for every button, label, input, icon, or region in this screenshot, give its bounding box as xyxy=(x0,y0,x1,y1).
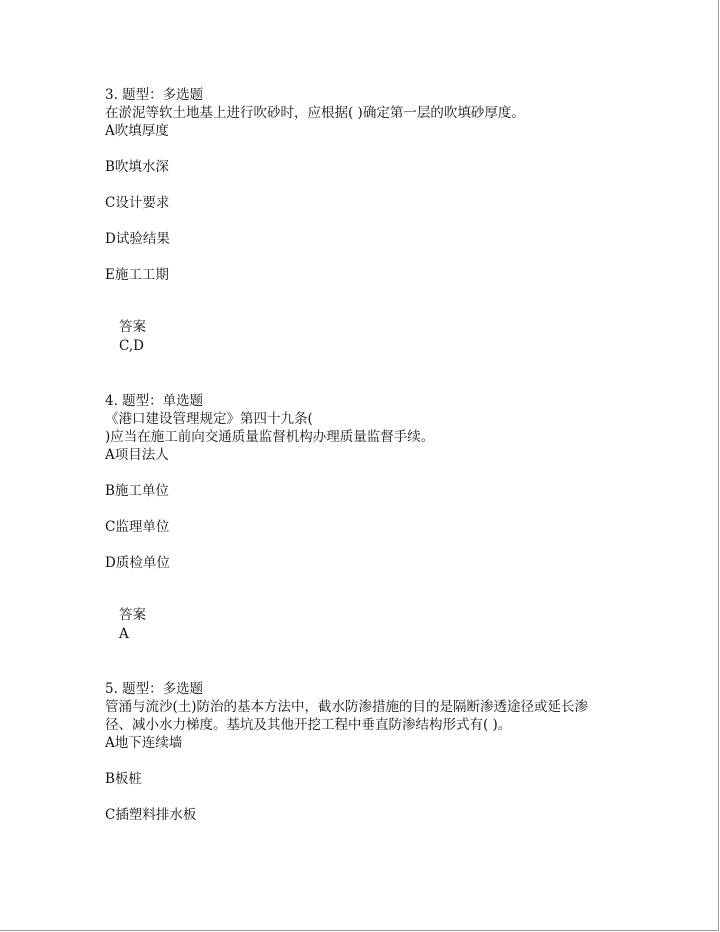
answer-value: A xyxy=(119,626,129,642)
answer-label: 答案 xyxy=(119,319,146,335)
option-a: A吹填厚度 xyxy=(105,123,169,139)
option-list xyxy=(105,446,685,572)
question-stem-line-2: 径、减小水力梯度。基坑及其他开挖工程中垂直防渗结构形式有( )。 xyxy=(105,717,512,733)
question-stem-line-2: )应当在施工前向交通质量监督机构办理质量监督手续。 xyxy=(105,429,435,445)
option-b: B吹填水深 xyxy=(105,159,169,175)
option-e: E施工工期 xyxy=(105,267,169,283)
answer-label: 答案 xyxy=(119,607,146,623)
option-b: B施工单位 xyxy=(105,483,169,499)
spacer xyxy=(105,644,685,680)
option-list xyxy=(105,122,685,284)
option-b: B板桩 xyxy=(105,771,142,787)
question-3 xyxy=(105,86,685,356)
question-5 xyxy=(105,680,685,824)
document-content xyxy=(105,86,685,824)
answer-block xyxy=(119,318,685,356)
question-title: 3. 题型：多选题 xyxy=(105,87,204,103)
option-c: C插塑料排水板 xyxy=(105,807,197,823)
option-c: C设计要求 xyxy=(105,195,170,211)
answer-value: C,D xyxy=(119,338,144,354)
option-d: D试验结果 xyxy=(105,231,170,247)
question-stem-line-1: 《港口建设管理规定》第四十九条( xyxy=(105,411,313,427)
option-a: A项目法人 xyxy=(105,447,169,463)
spacer xyxy=(105,356,685,392)
question-stem-line-1: 管涌与流沙(土)防治的基本方法中，截水防渗措施的目的是隔断渗透途径或延长渗 xyxy=(105,699,589,715)
question-stem: 在淤泥等软土地基上进行吹砂时，应根据( )确定第一层的吹填砂厚度。 xyxy=(105,105,525,121)
question-title: 4. 题型：单选题 xyxy=(105,393,204,409)
question-4 xyxy=(105,392,685,644)
answer-block xyxy=(119,606,685,644)
option-a: A地下连续墙 xyxy=(105,735,183,751)
option-list xyxy=(105,734,685,824)
question-title: 5. 题型：多选题 xyxy=(105,681,204,697)
option-c: C监理单位 xyxy=(105,519,170,535)
option-d: D质检单位 xyxy=(105,555,170,571)
